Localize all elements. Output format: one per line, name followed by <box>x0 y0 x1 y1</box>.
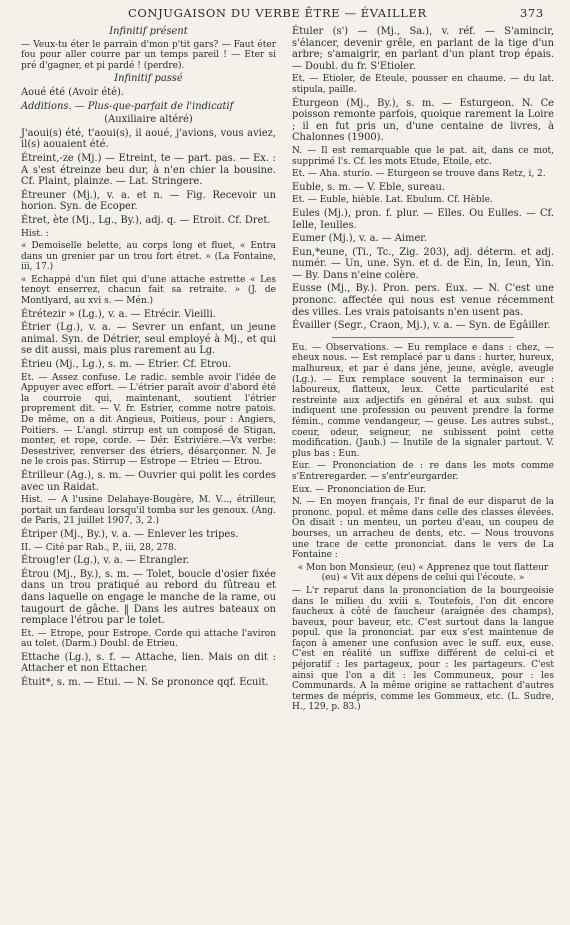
left-paragraph: Étrilleur (Ag.), s. m. — Ouvrier qui polit les cordes avec un Raidat. <box>21 469 276 493</box>
right-paragraph: Eun,*eune, (Ti., Tc., Zig. 203), adj. déterm. et adj. numér. — Un, une. Syn. et d. de Ein, In, Ieun, Yin. — By. Dans n'eine colère. <box>292 246 554 281</box>
left-column <box>21 26 276 691</box>
left-paragraph: « Echappé d'un filet qui d'une attache estrette « Les tenoyt enserrez, chacun fait sa retraite. » (J. de Montlyard, au xvi s. — Mén.) <box>21 274 276 307</box>
right-paragraph: N. — En moyen français, l'r final de eur disparut de la prononc. popul. et même dans celle des classes élevées. On disait : un menteu, un porteu d'eau, un coupeu de bourses, un arracheu de dents, etc. — Nous trouvons une trace de cette prononciat. dans le vers de La Fontaine : <box>292 497 554 561</box>
left-paragraph: « Demoiselle belette, au corps long et fluet, « Entra dans un grenier par un trou fort étret. » (La Fontaine, iii, 17.) <box>21 241 276 273</box>
left-paragraph: Étrier (Lg.), v. a. — Sevrer un enfant, un jeune animal. Syn. de Détrier, seul employé à Mj., et qui se dit aussi, mais plus rarement au Lg. <box>21 322 276 357</box>
right-paragraph: N. — Il est remarquable que le pat. ait, dans ce mot, supprimé l's. Cf. les mots Etude, Etoile, etc. <box>292 145 554 167</box>
page-header <box>0 4 570 22</box>
right-paragraph: Eu. — Observations. — Eu remplace e dans : chez, — eheux nous. — Est remplacé par u dans : hurter, hureux, malhureux, et par é dans jéne, jeune, avègle, aveugle (Lg.). — Eux remplace souvent la terminaison eur : laboureux, flatteux, leux. Cette particularité est restreinte aux adjectifs en général et aux subst. qui indiquent une profession ou peuvent prendre la forme fémin., comme vendangeur, — geuse. Les autres subst., coeur, odeur, seigneur, ne subissent point cette modification. (Jaub.) — Inutile de la signaler partout. V. plus bas : Eun. <box>292 342 554 459</box>
right-paragraph: Éturgeon (Mj., By.), s. m. — Esturgeon. N. Ce poisson remonte parfois, quoique rarement la Loire ; il en fut pris un, d'une centaine de livres, à Chalonnes (1900). <box>292 97 554 144</box>
right-column <box>292 26 554 715</box>
left-paragraph: Aoué été (Avoir été). <box>21 86 124 98</box>
right-paragraph: Et. — Euble, hièble. Lat. Ebulum. Cf. Hèble. <box>292 195 493 206</box>
left-paragraph: (Auxiliaire altéré) <box>104 114 193 126</box>
left-paragraph: — Veux-tu éter le parrain d'mon p'tit gars? — Faut éter fou pour aller courre par un temps pareil ! — Eter si pré d'gagner, et pi pardé ! (perdre). <box>21 39 276 71</box>
left-paragraph: Et. — Assez confuse. Le radic. semble avoir l'idée de Appuyer avec effort. — L'étrier paraît avoir d'abord été la courroie qui, maintenant, soutient l'étrier proprement dit. — V. fr. Estrier, comme notre patois. De même, on a dit Angieus, Poitieus, pour : Angiers, Poitiers. — L'angl. stirrup est un composé de Stigan, monter, et rope, corde. — Dér. Estrivière.—Vx verbe: Desestriver, renverser des étriers, désarçonner. N. Je ne le crois pas. Stirrup — Estrope — Etrieu — Etrou. <box>21 372 276 468</box>
left-paragraph: Étrétezir » (Lg.), v. a. — Etrécir. Vieilli. <box>21 308 216 320</box>
left-paragraph: J'aoui(s) été, t'aoui(s), il aoué, j'avions, vous aviez, il(s) aouaient été. <box>21 127 276 151</box>
right-paragraph: Eux. — Prononciation de Eur. <box>292 484 427 495</box>
right-paragraph: Eumer (Mj.), v. a. — Aimer. <box>292 233 428 245</box>
page-number: 373 <box>520 6 544 20</box>
left-paragraph: Hist. : <box>21 228 49 239</box>
right-paragraph: Eusse (Mj., By.). Pron. pers. Eux. — N. C'est une prononc. affectée qui nous est venue récemment des villes. Les vrais patoisants n'en usent pas. <box>292 283 554 318</box>
left-paragraph: Infinitif présent <box>109 26 188 37</box>
left-paragraph: Étriper (Mj., By.), v. a. — Enlever les tripes. <box>21 528 239 540</box>
right-paragraph: Et. — Aha. sturio. — Eturgeon se trouve dans Retz, i, 2. <box>292 169 546 180</box>
left-paragraph: Étuit*, s. m. — Etui. — N. Se prononce qqf. Ecuit. <box>21 677 269 689</box>
left-paragraph: II. — Cité par Rab., P., iii, 28, 278. <box>21 542 177 553</box>
left-paragraph: Étret, ète (Mj., Lg., By.), adj. q. — Etroit. Cf. Dret. <box>21 214 271 226</box>
right-paragraph: Eur. — Prononciation de : re dans les mots comme s'Entreregarder. — s'entr'eurgarder. <box>292 461 554 482</box>
section-divider <box>332 337 514 338</box>
right-paragraph: Étuler (s') — (Mj., Sa.), v. réf. — S'amincir, s'élancer, devenir grêle, en parlant de la tige d'un arbre; s'amaigrir, en parlant d'un plant trop épais. — Doubl. du fr. S'Etioler. <box>292 26 554 72</box>
left-paragraph: Et. — Etrope, pour Estrope. Corde qui attache l'aviron au tolet. (Darm.) Doubl. de Etrieu. <box>21 628 276 650</box>
left-paragraph: Infinitif passé <box>114 73 183 85</box>
left-paragraph: Étreuner (Mj.), v. a. et n. — Fig. Recevoir un horion. Syn. de Ecoper. <box>21 189 276 213</box>
left-paragraph: Additions. — Plus-que-parfait de l'indicatif <box>21 100 234 112</box>
left-paragraph: Étrou (Mj., By.), s. m. — Tolet, boucle d'osier fixée dans un trou pratiqué au rebord du fûtreau et dans laquelle on engage le manche de la rame, ou taugourt de gâche. ‖ Dans les autres bateaux on remplace l'étrou par le tolet. <box>21 568 276 627</box>
left-paragraph: Étrieu (Mj., Lg.), s. m. — Etrier. Cf. Etrou. <box>21 359 232 371</box>
right-paragraph: Euble, s. m. — V. Eble, sureau. <box>292 181 446 193</box>
left-paragraph: Ettache (Lg.), s. f. — Attache, lien. Mais on dit : Attacher et non Ettacher. <box>21 651 276 675</box>
right-paragraph: — L'r reparut dans la prononciation de la bourgeoisie dans le milieu du xviii s. Toutefois, l'on dit encore faucheux à côté de faucheur (araignée des champs), baveux, pour baveur, etc. C'est surtout dans la langue popul. que la prononciat. par eux s'est maintenue de façon à amener une confusion avec le suff. eux, euse. C'est en réalité un suffixe différent de celui-ci et péjoratif : les partageux, pour : les partageurs. C'est ainsi que l'on a dit : les Communeux, pour : les Communards. A la même origine se rattachent d'autres termes de mépris, comme les Gommeux, etc. (L. Sudre, H., 129, p. 83.) <box>292 585 554 713</box>
right-paragraph: Et. — Etioler, de Eteule, pousser en chaume. — du lat. stipula, paille. <box>292 74 554 95</box>
running-title: CONJUGAISON DU VERBE ÊTRE — ÉVAILLER <box>128 6 427 20</box>
left-paragraph: Étreint,-ze (Mj.) — Etreint, te — part. pas. — Ex. : A s'est étreinze beu dur, à n'en chier la bousine. Cf. Plaint, plainze. — Lat. Stringere. <box>21 152 276 188</box>
left-paragraph: Étroug!er (Lg.), v. a. — Etrangler. <box>21 555 190 567</box>
left-paragraph: Hist. — A l'usine Delahaye-Bougère, M. V..., étrilleur, portait un fardeau lorsqu'il tomba sur les genoux. (Ang. de Paris, 21 juillet 1907, 3, 2.) <box>21 495 276 527</box>
right-paragraph: « Mon bon Monsieur, (eu) « Apprenez que tout flatteur (eu) « Vit aux dépens de celui qui l'écoute. » <box>297 562 549 584</box>
right-paragraph: Évailler (Segr., Craon, Mj.), v. a. — Syn. de Egâiller. <box>292 320 551 332</box>
right-paragraph: Eules (Mj.), pron. f. plur. — Elles. Ou Eulles. — Cf. Ielle, Ieulles. <box>292 207 554 231</box>
